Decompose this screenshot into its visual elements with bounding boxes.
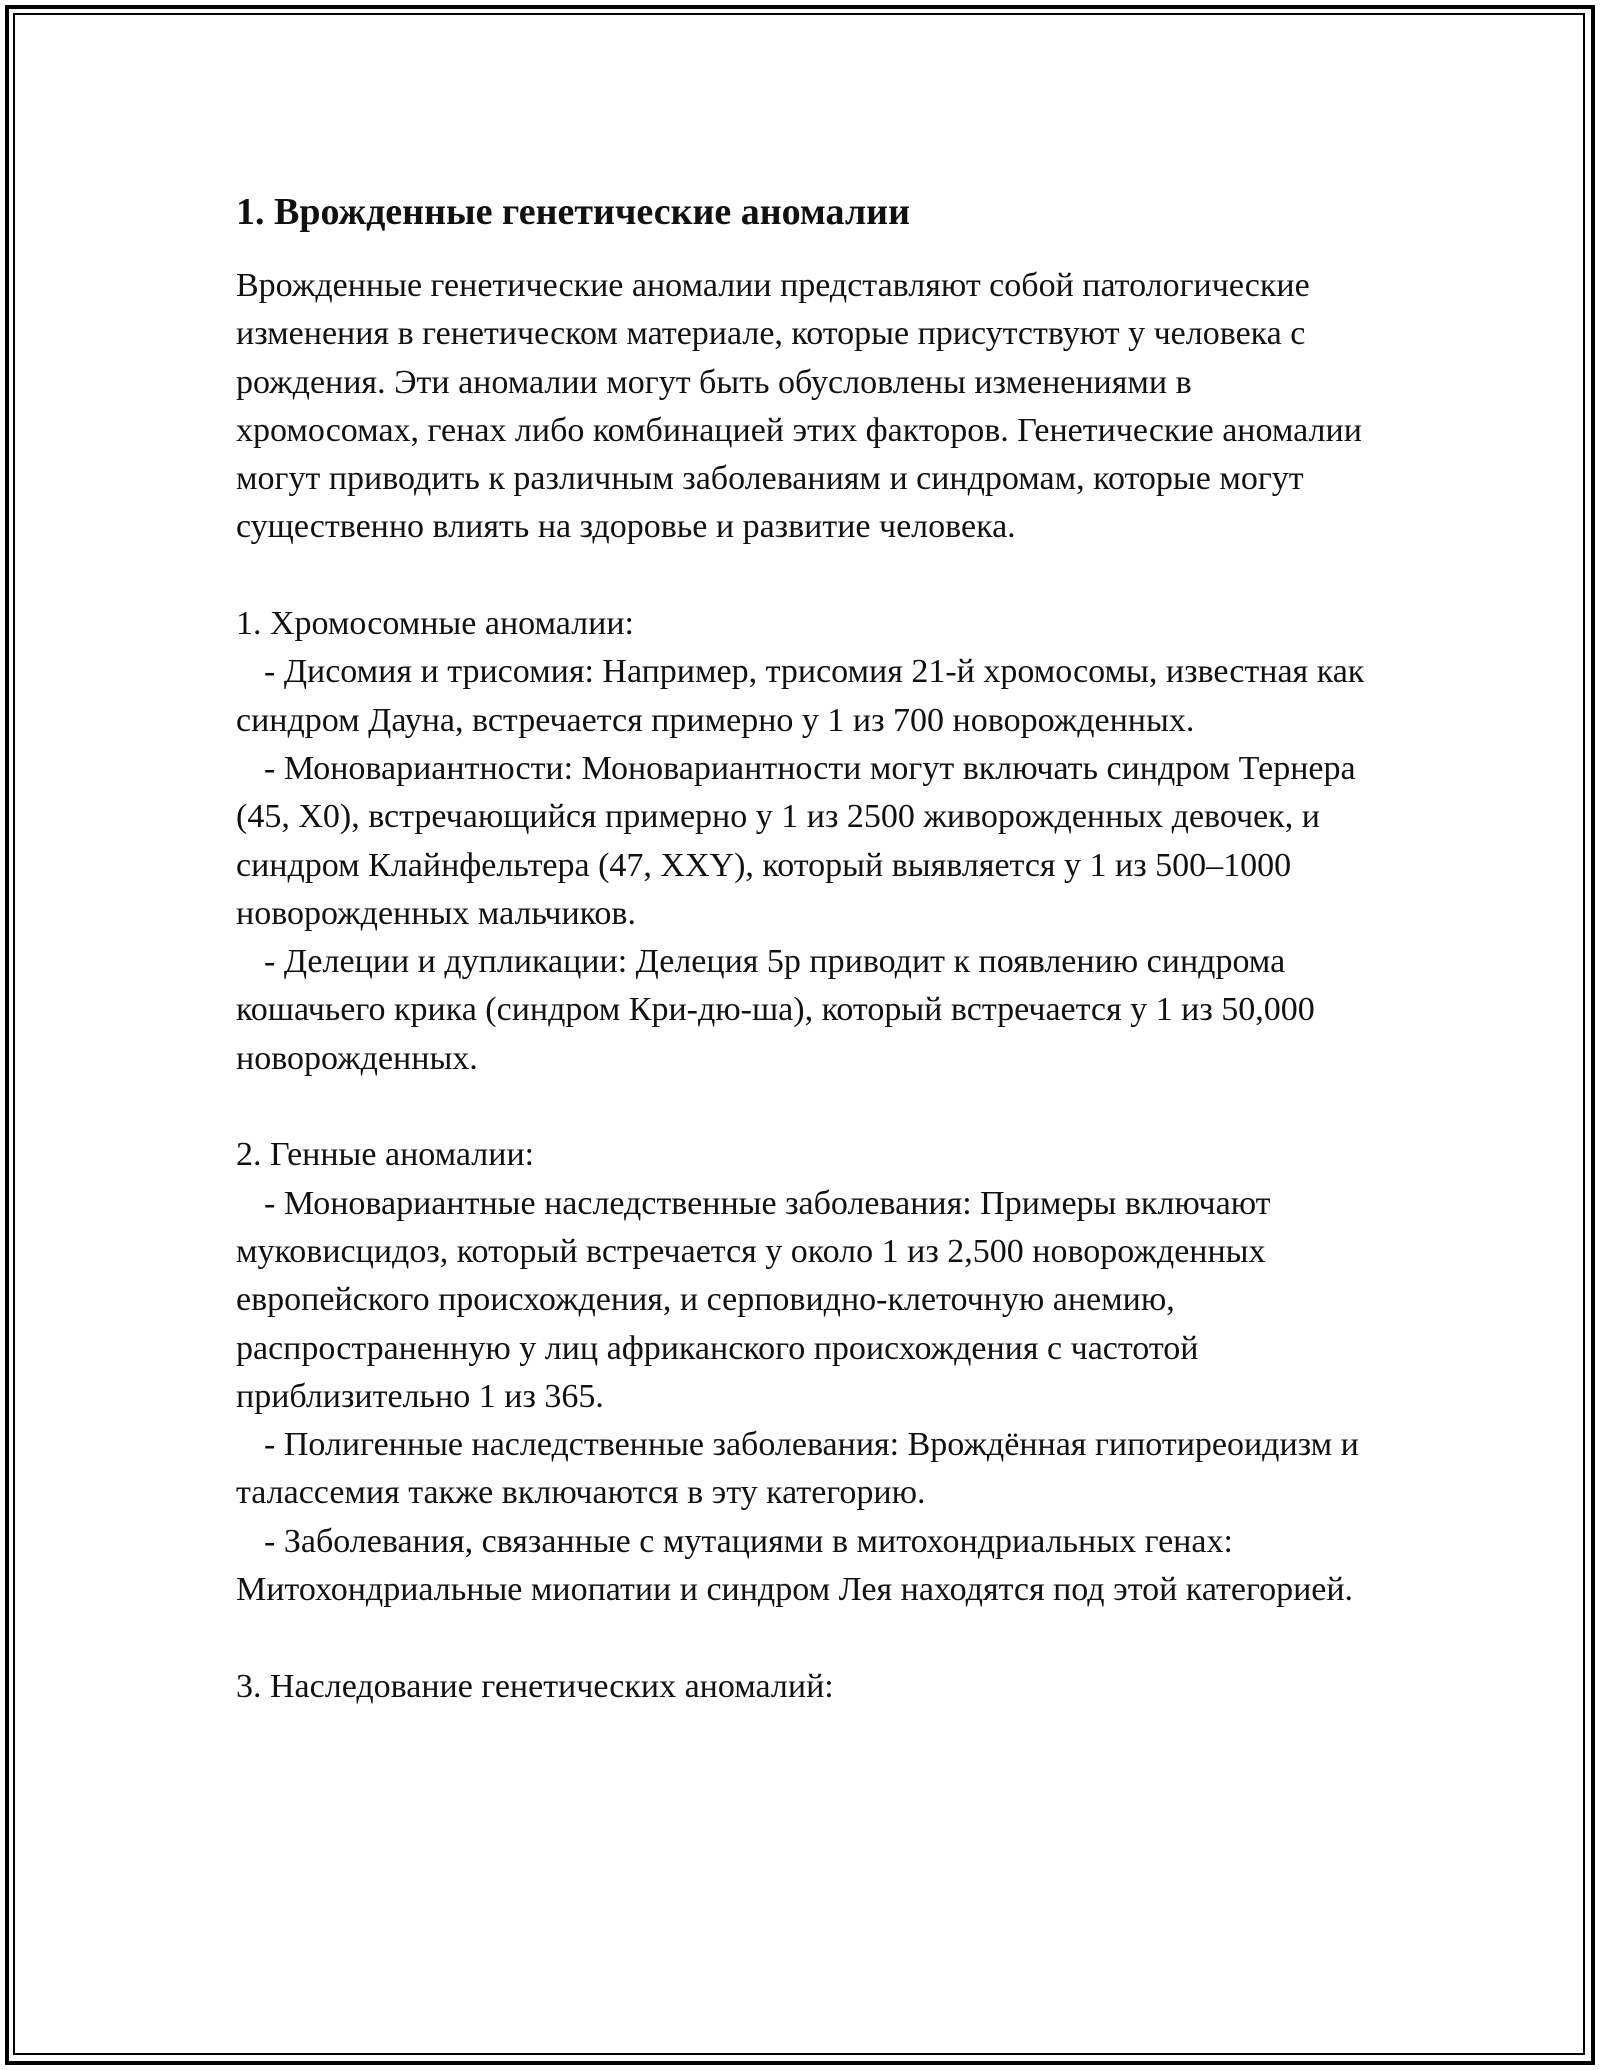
list-item: - Делеции и дупликации: Делеция 5p приводит к появлению синдрома кошачьего крика (синдром Кри-дю-ша), который встречается у 1 из 50,000 новорожденных.: [236, 943, 1315, 1077]
section-inheritance: [236, 1663, 1376, 1711]
section-gene: [236, 1131, 1376, 1614]
list-item: - Заболевания, связанные с мутациями в митохондриальных генах: Митохондриальные миопатии и синдром Лея находятся под этой категорией.: [236, 1522, 1354, 1609]
list-item: - Моновариантные наследственные заболевания: Примеры включают муковисцидоз, который встречается у около 1 из 2,500 новорожденных европейского происхождения, и серповидно-клеточную анемию, распространенную у лиц африканского происхождения с частотой приблизительно 1 из 365.: [236, 1184, 1271, 1415]
document-body: [236, 186, 1376, 1711]
document-title: 1. Врожденные генетические аномалии: [236, 191, 910, 233]
list-item: - Моновариантности: Моновариантности могут включать синдром Тернера (45, X0), встречающийся примерно у 1 из 2500 живорожденных девочек, и синдром Клайнфельтера (47, XXY), который выявляется у 1 из 500–1000 новорожденных мальчиков.: [236, 749, 1356, 932]
section-heading: 2. Генные аномалии:: [236, 1136, 535, 1174]
section-heading: 1. Хромосомные аномалии:: [236, 605, 634, 643]
intro-paragraph: Врожденные генетические аномалии представляют собой патологические изменения в генетическом материале, которые присутствуют у человека с рождения. Эти аномалии могут быть обусловлены изменениями в хромосомах, генах либо комбинацией этих факторов. Генетические аномалии могут приводить к различным заболеваниям и синдромам, которые могут существенно влиять на здоровье и развитие человека.: [236, 267, 1362, 546]
list-item: - Дисомия и трисомия: Например, трисомия 21-й хромосомы, известная как синдром Дауна, встречается примерно у 1 из 700 новорожденных.: [236, 653, 1365, 739]
section-chromosomal: [236, 600, 1376, 1083]
list-item: - Полигенные наследственные заболевания: Врождённая гипотиреоидизм и талассемия также включаются в эту категорию.: [236, 1426, 1359, 1512]
section-heading: 3. Наследование генетических аномалий:: [236, 1667, 834, 1705]
